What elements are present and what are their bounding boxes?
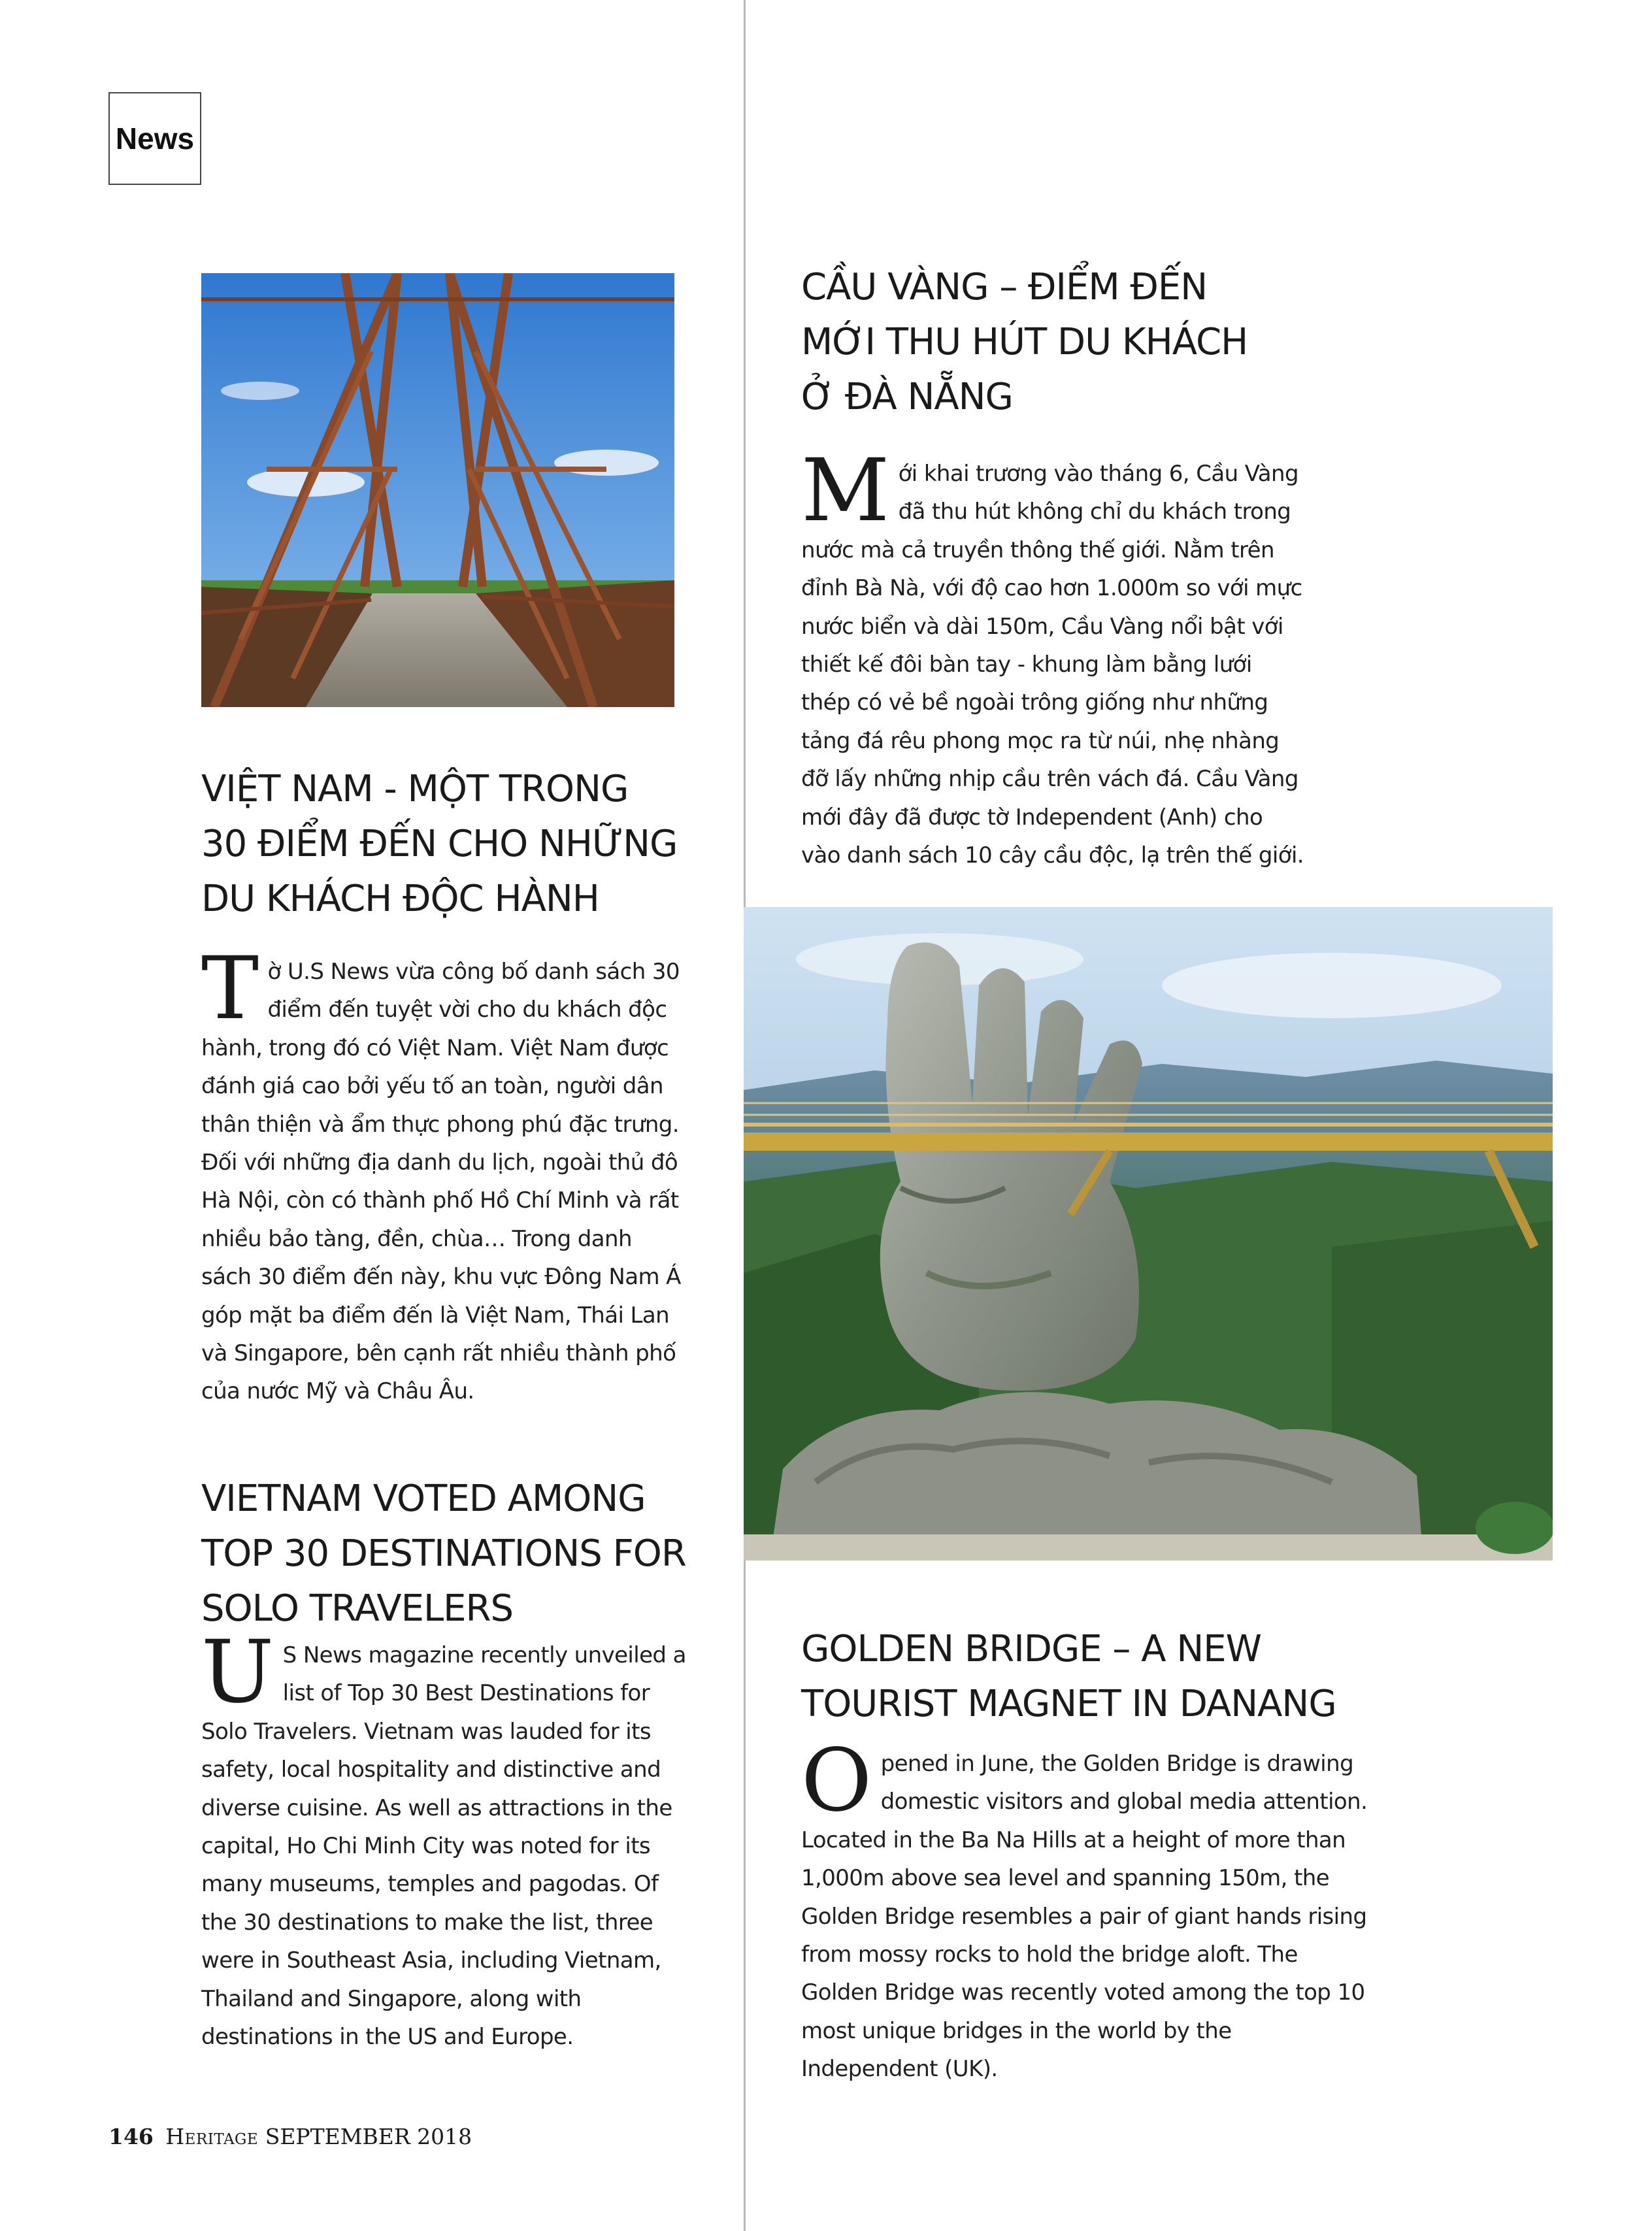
heading-line: TOP 30 DESTINATIONS FOR: [201, 1532, 686, 1575]
vi-body-left: [201, 938, 686, 1411]
en-heading-left: [201, 1472, 698, 1636]
dropcap: M: [801, 440, 889, 541]
en-heading-right: [801, 1622, 1520, 1732]
heading-line: VIETNAM VOTED AMONG: [201, 1478, 646, 1520]
heading-line: GOLDEN BRIDGE – A NEW: [801, 1628, 1261, 1670]
heading-line: CẦU VÀNG – ĐIỂM ĐẾN: [801, 266, 1208, 308]
en-body-left: [201, 1622, 686, 2056]
railway-bridge-photo: [201, 273, 674, 707]
vi-heading-right: [801, 260, 1494, 425]
vi-article-left: [201, 762, 698, 1411]
body-text: ới khai trương vào tháng 6, Cầu Vàng đã thu hút không chỉ du khách trong nước mà cả truyền thông thế giới. Nằm trên đỉnh Bà Nà, với độ cao hơn 1.000m so với mực nước biển và dài 150m, Cầu Vàng nổi bật với thiết kế đôi bàn tay - khung làm bằng lưới thép có vẻ bề ngoài trông giống như những tảng đá rêu phong mọc ra từ núi, nhẹ nhàng đỡ lấy những nhịp cầu trên vách đá. Cầu Vàng mới đây đã được tờ Independent (Anh) cho vào danh sách 10 cây cầu độc, lạ trên thế giới.: [801, 461, 1304, 869]
body-text: pened in June, the Golden Bridge is drawing domestic visitors and global media attention. Located in the Ba Na Hills at a height of more than 1,000m above sea level and spanning 150m, the Golden Bridge resembles a pair of giant hands rising from mossy rocks to hold the bridge aloft. The Golden Bridge was recently voted among the top 10 most unique bridges in the world by the Independent (UK).: [801, 1751, 1368, 2083]
dropcap: U: [201, 1622, 274, 1723]
en-article-right: [801, 1622, 1520, 2089]
dropcap: T: [201, 938, 259, 1039]
body-text: ờ U.S News vừa công bố danh sách 30 điểm đến tuyệt vời cho du khách độc hành, trong đó có Việt Nam. Việt Nam được đánh giá cao bởi yếu tố an toàn, người dân thân thiện và ẩm thực phong phú đặc trưng. Đối với những địa danh du lịch, ngoài thủ đô Hà Nội, còn có thành phố Hồ Chí Minh và rất nhiều bảo tàng, đền, chùa… Trong danh sách 30 điểm đến này, khu vực Đông Nam Á góp mặt ba điểm đến là Việt Nam, Thái Lan và Singapore, bên cạnh rất nhiều thành phố của nước Mỹ và Châu Âu.: [201, 959, 681, 1405]
heading-line: 30 ĐIỂM ĐẾN CHO NHỮNG: [201, 823, 678, 865]
issue-date: SEPTEMBER 2018: [265, 2124, 472, 2149]
heading-line: DU KHÁCH ĐỘC HÀNH: [201, 878, 599, 920]
heading-line: SOLO TRAVELERS: [201, 1587, 514, 1630]
en-body-right: [801, 1730, 1370, 2089]
body-text: S News magazine recently unveiled a list of Top 30 Best Destinations for Solo Travelers. Vietnam was lauded for its safety, local hospitality and distinctive and diverse cuisine. As well as attractions in the capital, Ho Chi Minh City was noted for its many museums, temples and pagodas. Of the 30 destinations to make the list, three were in Southeast Asia, including Vietnam, Thailand and Singapore, along with destinations in the US and Europe.: [201, 1642, 686, 2051]
en-article-left: [201, 1472, 698, 2056]
golden-bridge-hands-photo: [744, 907, 1553, 1561]
vi-body-right: [801, 440, 1304, 874]
vi-article-right: [801, 260, 1494, 874]
heading-line: Ở ĐÀ NẴNG: [801, 376, 1013, 418]
magazine-name: Heritage: [165, 2124, 259, 2149]
heading-line: TOURIST MAGNET IN DANANG: [801, 1683, 1336, 1725]
vi-heading-left: [201, 762, 698, 927]
section-tag-label: News: [115, 122, 195, 156]
heading-line: MỚI THU HÚT DU KHÁCH: [801, 321, 1248, 363]
page-footer: [108, 2124, 472, 2149]
dropcap: O: [801, 1730, 872, 1831]
section-tag: [108, 92, 201, 185]
page-number: 146: [108, 2124, 154, 2149]
heading-line: VIỆT NAM - MỘT TRONG: [201, 768, 629, 810]
